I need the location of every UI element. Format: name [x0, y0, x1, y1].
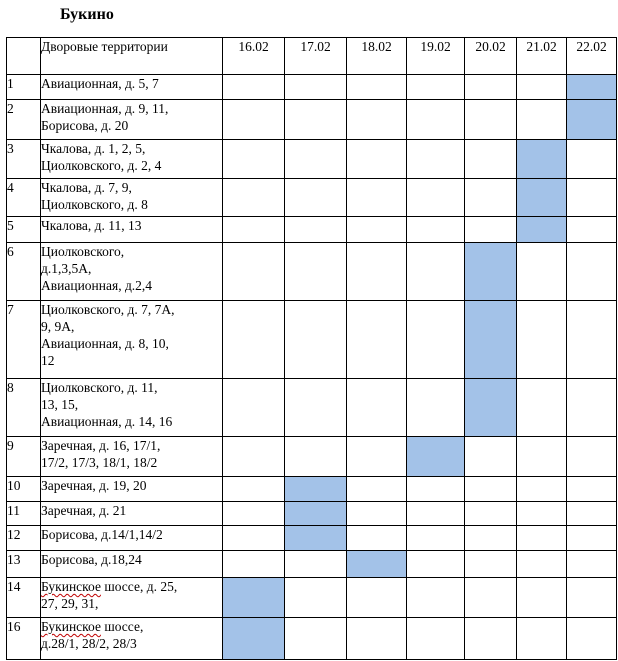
empty-cell	[567, 379, 617, 437]
empty-cell	[407, 477, 465, 502]
empty-cell	[347, 502, 407, 526]
empty-cell	[407, 140, 465, 179]
empty-cell	[465, 437, 517, 477]
empty-cell	[407, 301, 465, 379]
empty-cell	[285, 618, 347, 660]
empty-cell	[517, 301, 567, 379]
empty-cell	[465, 526, 517, 551]
row-number: 6	[7, 243, 41, 301]
row-number: 16	[7, 618, 41, 660]
empty-cell	[223, 75, 285, 100]
territory-name: Чкалова, д. 7, 9, Циолковского, д. 8	[41, 179, 223, 217]
empty-cell	[465, 179, 517, 217]
territory-name: Букинское шоссе, д. 25, 27, 29, 31,	[41, 578, 223, 618]
empty-cell	[285, 75, 347, 100]
header-date: 17.02	[285, 38, 347, 75]
empty-cell	[223, 243, 285, 301]
scheduled-cell	[407, 437, 465, 477]
empty-cell	[347, 243, 407, 301]
empty-cell	[517, 477, 567, 502]
empty-cell	[407, 502, 465, 526]
empty-cell	[223, 551, 285, 578]
empty-cell	[465, 502, 517, 526]
scheduled-cell	[285, 477, 347, 502]
empty-cell	[285, 243, 347, 301]
table-body	[7, 75, 617, 660]
empty-cell	[347, 100, 407, 140]
empty-cell	[517, 578, 567, 618]
row-number: 5	[7, 217, 41, 243]
empty-cell	[517, 379, 567, 437]
empty-cell	[567, 526, 617, 551]
table-row	[7, 243, 617, 301]
empty-cell	[567, 551, 617, 578]
empty-cell	[465, 75, 517, 100]
empty-cell	[223, 217, 285, 243]
empty-cell	[285, 301, 347, 379]
row-number: 9	[7, 437, 41, 477]
empty-cell	[285, 578, 347, 618]
territory-name: Борисова, д.14/1,14/2	[41, 526, 223, 551]
empty-cell	[285, 179, 347, 217]
scheduled-cell	[517, 179, 567, 217]
row-number: 10	[7, 477, 41, 502]
table-row	[7, 75, 617, 100]
row-number: 2	[7, 100, 41, 140]
territory-name: Авиационная, д. 9, 11, Борисова, д. 20	[41, 100, 223, 140]
empty-cell	[465, 140, 517, 179]
empty-cell	[407, 243, 465, 301]
empty-cell	[223, 379, 285, 437]
empty-cell	[407, 75, 465, 100]
scheduled-cell	[347, 551, 407, 578]
empty-cell	[347, 379, 407, 437]
empty-cell	[465, 477, 517, 502]
empty-cell	[285, 379, 347, 437]
scheduled-cell	[285, 502, 347, 526]
empty-cell	[517, 502, 567, 526]
empty-cell	[347, 437, 407, 477]
territory-name: Чкалова, д. 11, 13	[41, 217, 223, 243]
row-number: 14	[7, 578, 41, 618]
empty-cell	[407, 526, 465, 551]
territory-name: Заречная, д. 16, 17/1, 17/2, 17/3, 18/1, 18/2	[41, 437, 223, 477]
empty-cell	[567, 140, 617, 179]
empty-cell	[285, 551, 347, 578]
empty-cell	[567, 618, 617, 660]
table-row	[7, 217, 617, 243]
header-number-cell	[7, 38, 41, 75]
territory-name: Циолковского, д. 11, 13, 15, Авиационная, д. 14, 16	[41, 379, 223, 437]
empty-cell	[347, 578, 407, 618]
empty-cell	[567, 217, 617, 243]
table-row	[7, 100, 617, 140]
empty-cell	[567, 179, 617, 217]
scheduled-cell	[465, 243, 517, 301]
empty-cell	[223, 100, 285, 140]
header-row	[7, 38, 617, 75]
table-row	[7, 179, 617, 217]
scheduled-cell	[567, 100, 617, 140]
empty-cell	[223, 437, 285, 477]
empty-cell	[517, 100, 567, 140]
empty-cell	[223, 502, 285, 526]
empty-cell	[567, 301, 617, 379]
territory-name: Заречная, д. 19, 20	[41, 477, 223, 502]
territory-name: Заречная, д. 21	[41, 502, 223, 526]
empty-cell	[347, 179, 407, 217]
empty-cell	[407, 578, 465, 618]
territory-name: Циолковского, д. 7, 7А, 9, 9А, Авиационная, д. 8, 10, 12	[41, 301, 223, 379]
schedule-table	[6, 37, 617, 660]
empty-cell	[517, 243, 567, 301]
empty-cell	[285, 140, 347, 179]
table-row	[7, 578, 617, 618]
header-date: 21.02	[517, 38, 567, 75]
row-number: 4	[7, 179, 41, 217]
scheduled-cell	[465, 301, 517, 379]
empty-cell	[465, 578, 517, 618]
row-number: 1	[7, 75, 41, 100]
header-date: 18.02	[347, 38, 407, 75]
table-row	[7, 618, 617, 660]
empty-cell	[465, 100, 517, 140]
scheduled-cell	[567, 75, 617, 100]
table-row	[7, 379, 617, 437]
empty-cell	[567, 477, 617, 502]
row-number: 12	[7, 526, 41, 551]
empty-cell	[407, 100, 465, 140]
table-row	[7, 437, 617, 477]
territory-name: Циолковского, д.1,3,5А, Авиационная, д.2,4	[41, 243, 223, 301]
page-title: Букино	[60, 6, 114, 23]
header-territories: Дворовые территории	[41, 38, 223, 75]
empty-cell	[347, 75, 407, 100]
empty-cell	[567, 243, 617, 301]
empty-cell	[465, 551, 517, 578]
empty-cell	[347, 477, 407, 502]
empty-cell	[567, 437, 617, 477]
row-number: 11	[7, 502, 41, 526]
territory-name: Чкалова, д. 1, 2, 5, Циолковского, д. 2, 4	[41, 140, 223, 179]
empty-cell	[223, 526, 285, 551]
empty-cell	[517, 526, 567, 551]
empty-cell	[223, 179, 285, 217]
table-row	[7, 477, 617, 502]
scheduled-cell	[223, 578, 285, 618]
empty-cell	[517, 551, 567, 578]
empty-cell	[517, 75, 567, 100]
scheduled-cell	[517, 217, 567, 243]
empty-cell	[407, 618, 465, 660]
territory-name: Букинское шоссе, д.28/1, 28/2, 28/3	[41, 618, 223, 660]
row-number: 3	[7, 140, 41, 179]
empty-cell	[407, 379, 465, 437]
scheduled-cell	[465, 379, 517, 437]
empty-cell	[347, 618, 407, 660]
header-date: 20.02	[465, 38, 517, 75]
empty-cell	[465, 217, 517, 243]
row-number: 13	[7, 551, 41, 578]
empty-cell	[347, 301, 407, 379]
table-row	[7, 526, 617, 551]
empty-cell	[407, 179, 465, 217]
scheduled-cell	[223, 618, 285, 660]
empty-cell	[407, 551, 465, 578]
row-number: 8	[7, 379, 41, 437]
table-row	[7, 551, 617, 578]
empty-cell	[347, 140, 407, 179]
empty-cell	[285, 217, 347, 243]
territory-name: Борисова, д.18,24	[41, 551, 223, 578]
table-row	[7, 140, 617, 179]
empty-cell	[285, 100, 347, 140]
empty-cell	[567, 578, 617, 618]
empty-cell	[517, 437, 567, 477]
header-date: 16.02	[223, 38, 285, 75]
empty-cell	[465, 618, 517, 660]
empty-cell	[567, 502, 617, 526]
table-row	[7, 502, 617, 526]
empty-cell	[347, 526, 407, 551]
header-date: 19.02	[407, 38, 465, 75]
table-row	[7, 301, 617, 379]
empty-cell	[223, 477, 285, 502]
empty-cell	[517, 618, 567, 660]
empty-cell	[223, 301, 285, 379]
territory-name: Авиационная, д. 5, 7	[41, 75, 223, 100]
scheduled-cell	[517, 140, 567, 179]
empty-cell	[285, 437, 347, 477]
empty-cell	[347, 217, 407, 243]
empty-cell	[407, 217, 465, 243]
empty-cell	[223, 140, 285, 179]
row-number: 7	[7, 301, 41, 379]
header-date: 22.02	[567, 38, 617, 75]
scheduled-cell	[285, 526, 347, 551]
